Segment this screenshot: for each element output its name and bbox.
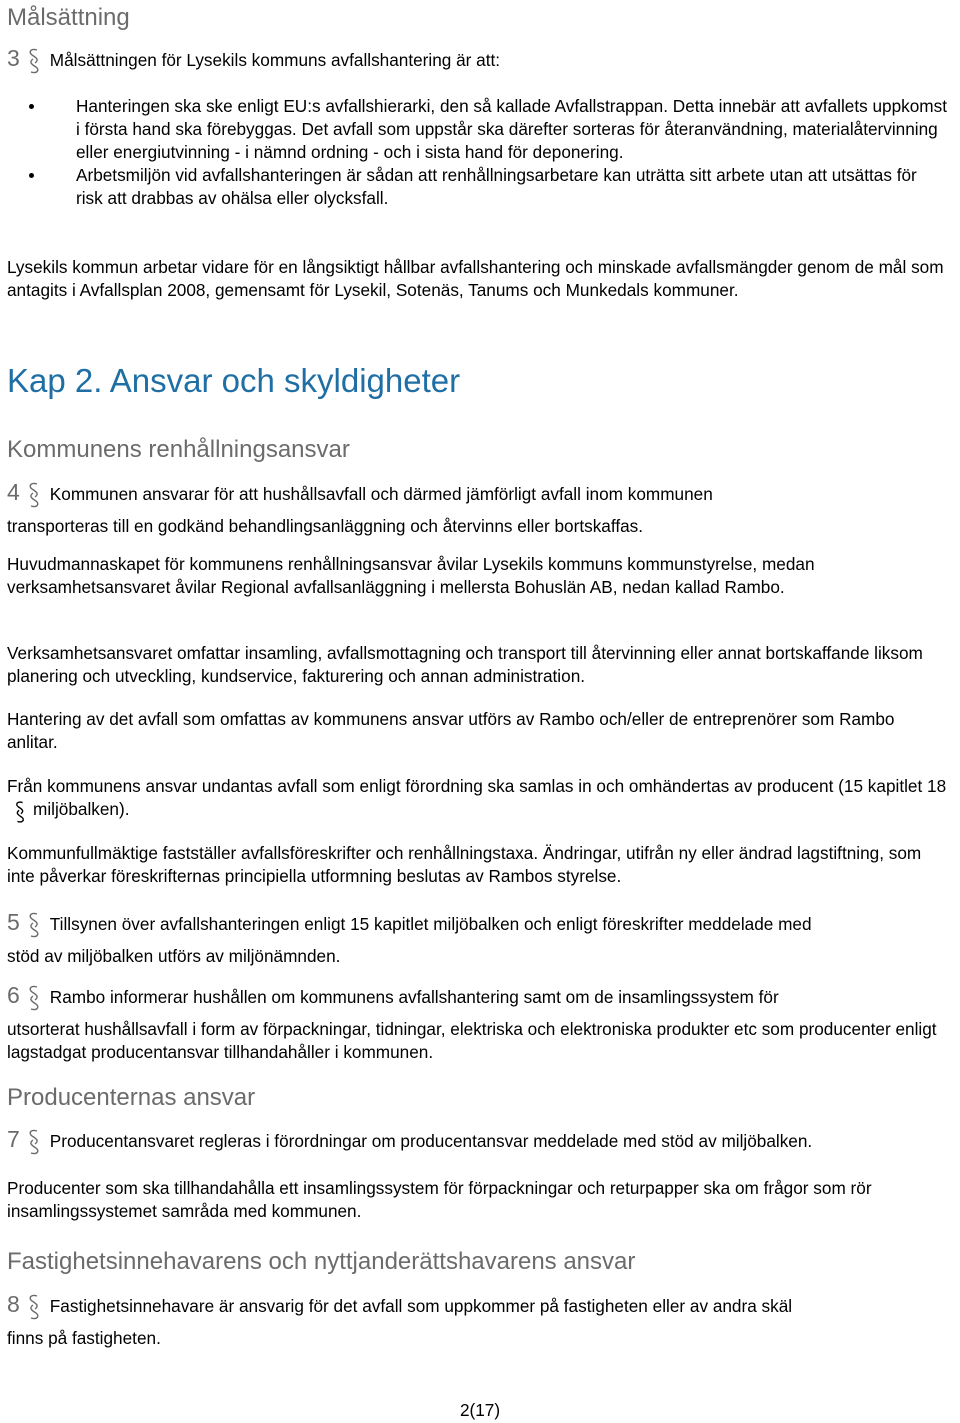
section-text: finns på fastigheten. xyxy=(7,1328,161,1348)
section-number: 3 xyxy=(7,45,20,71)
paragraph-huvudmannaskap: Huvudmannaskapet för kommunens renhållningsansvar åvilar Lysekils kommuns kommunstyrelse, medan verksamhetsansvaret åvilar Regional avfallsanläggning i mellersta Bohuslän AB, nedan kallad Rambo. xyxy=(7,554,815,597)
bullet-icon xyxy=(29,104,34,109)
section-number: 6 xyxy=(7,982,20,1008)
section-lead: Tillsynen över avfallshanteringen enligt 15 kapitlet miljöbalken och enligt föreskrifter meddelade med xyxy=(49,914,812,934)
paragraph-hantering: Hantering av det avfall som omfattas av kommunens ansvar utförs av Rambo och/eller de entreprenörer som Rambo anlitar. xyxy=(7,709,895,752)
goals-list xyxy=(0,95,948,210)
section-7 xyxy=(7,1128,948,1162)
heading-fastighetsinnehavare: Fastighetsinnehavarens och nyttjanderättshavarens ansvar xyxy=(7,1248,636,1275)
list-item xyxy=(0,164,948,210)
paragraph-lysekil: Lysekils kommun arbetar vidare för en långsiktigt hållbar avfallshantering och minskade avfallsmängder genom de mål som antagits i Avfallsplan 2008, gemensamt för Lysekil, Sotenäs, Tanums och Munkedals kommuner. xyxy=(7,257,944,300)
paragraph-sign-icon xyxy=(26,911,42,945)
section-6 xyxy=(7,984,948,1064)
paragraph-sign-icon xyxy=(26,47,42,81)
section-text: stöd av miljöbalken utförs av miljönämnden. xyxy=(7,946,341,966)
paragraph-sign-icon xyxy=(26,1293,42,1327)
paragraph-text: Från kommunens ansvar undantas avfall som enligt förordning ska samlas in och omhändertas av producent (15 kapitlet 18 xyxy=(7,776,947,796)
paragraph-sign-icon xyxy=(26,984,42,1018)
chapter-title: Kap 2. Ansvar och skyldigheter xyxy=(7,362,461,399)
list-item xyxy=(0,95,948,164)
paragraph-verksamhet: Verksamhetsansvaret omfattar insamling, avfallsmottagning och transport till återvinning eller annat bortskaffande liksom planering och utveckling, kundservice, fakturering och annan administration. xyxy=(7,643,923,686)
section-number: 4 xyxy=(7,479,20,505)
paragraph-sign-icon xyxy=(13,800,27,830)
list-item-text: Arbetsmiljön vid avfallshanteringen är sådan att renhållningsarbetare kan uträtta sitt arbete utan att utsättas för risk att drabbas av ohälsa eller olycksfall. xyxy=(76,165,917,208)
page-number: 2(17) xyxy=(459,1400,501,1420)
section-lead: Producentansvaret regleras i förordningar om producentansvar meddelade med stöd av miljöbalken. xyxy=(49,1131,813,1151)
paragraph-text: miljöbalken). xyxy=(33,799,130,819)
paragraph-undantas xyxy=(7,775,948,830)
section-3 xyxy=(7,47,948,81)
list-item-text: Hanteringen ska ske enligt EU:s avfallshierarki, den så kallade Avfallstrappan. Detta innebär att avfallets uppkomst i första hand ska förebyggas. Det avfall som uppstår ska därefter sorteras för återanvändning, materialåtervinning eller energiutvinning - i nämnd ordning - och i sista hand för deponering. xyxy=(76,96,947,162)
section-lead: Rambo informerar hushållen om kommunens avfallshantering samt om de insamlingssystem för xyxy=(49,987,779,1007)
section-number: 7 xyxy=(7,1126,20,1152)
bullet-icon xyxy=(29,173,34,178)
section-lead: Fastighetsinnehavare är ansvarig för det avfall som uppkommer på fastigheten eller av andra skäl xyxy=(49,1296,793,1316)
section-number: 8 xyxy=(7,1291,20,1317)
section-lead: Kommunen ansvarar för att hushållsavfall och därmed jämförligt avfall inom kommunen xyxy=(49,484,713,504)
section-text: transporteras till en godkänd behandlingsanläggning och återvinns eller bortskaffas. xyxy=(7,516,644,536)
paragraph-kommunfullmaktige: Kommunfullmäktige fastställer avfallsföreskrifter och renhållningstaxa. Ändringar, utifrån ny eller ändrad lagstiftning, som inte påverkar föreskrifternas principiella utformning beslutas av Rambos styrelse. xyxy=(7,843,922,886)
heading-producenternas: Producenternas ansvar xyxy=(7,1084,256,1111)
paragraph-sign-icon xyxy=(26,1128,42,1162)
section-text: utsorterat hushållsavfall i form av förpackningar, tidningar, elektriska och elektroniska produkter etc som producenter enligt lagstadgat producentansvar tillhandahåller i kommunen. xyxy=(7,1019,937,1062)
section-lead: Målsättningen för Lysekils kommuns avfallshantering är att: xyxy=(49,50,501,70)
paragraph-sign-icon xyxy=(26,481,42,515)
heading-malsattning: Målsättning xyxy=(7,4,130,31)
paragraph-producenter: Producenter som ska tillhandahålla ett insamlingssystem för förpackningar och returpapper ska om frågor som rör insamlingssystemet samråda med kommunen. xyxy=(7,1178,872,1221)
heading-renhallningsansvar: Kommunens renhållningsansvar xyxy=(7,436,350,463)
section-5 xyxy=(7,911,948,968)
section-8 xyxy=(7,1293,948,1350)
section-number: 5 xyxy=(7,909,20,935)
section-4 xyxy=(7,481,948,538)
